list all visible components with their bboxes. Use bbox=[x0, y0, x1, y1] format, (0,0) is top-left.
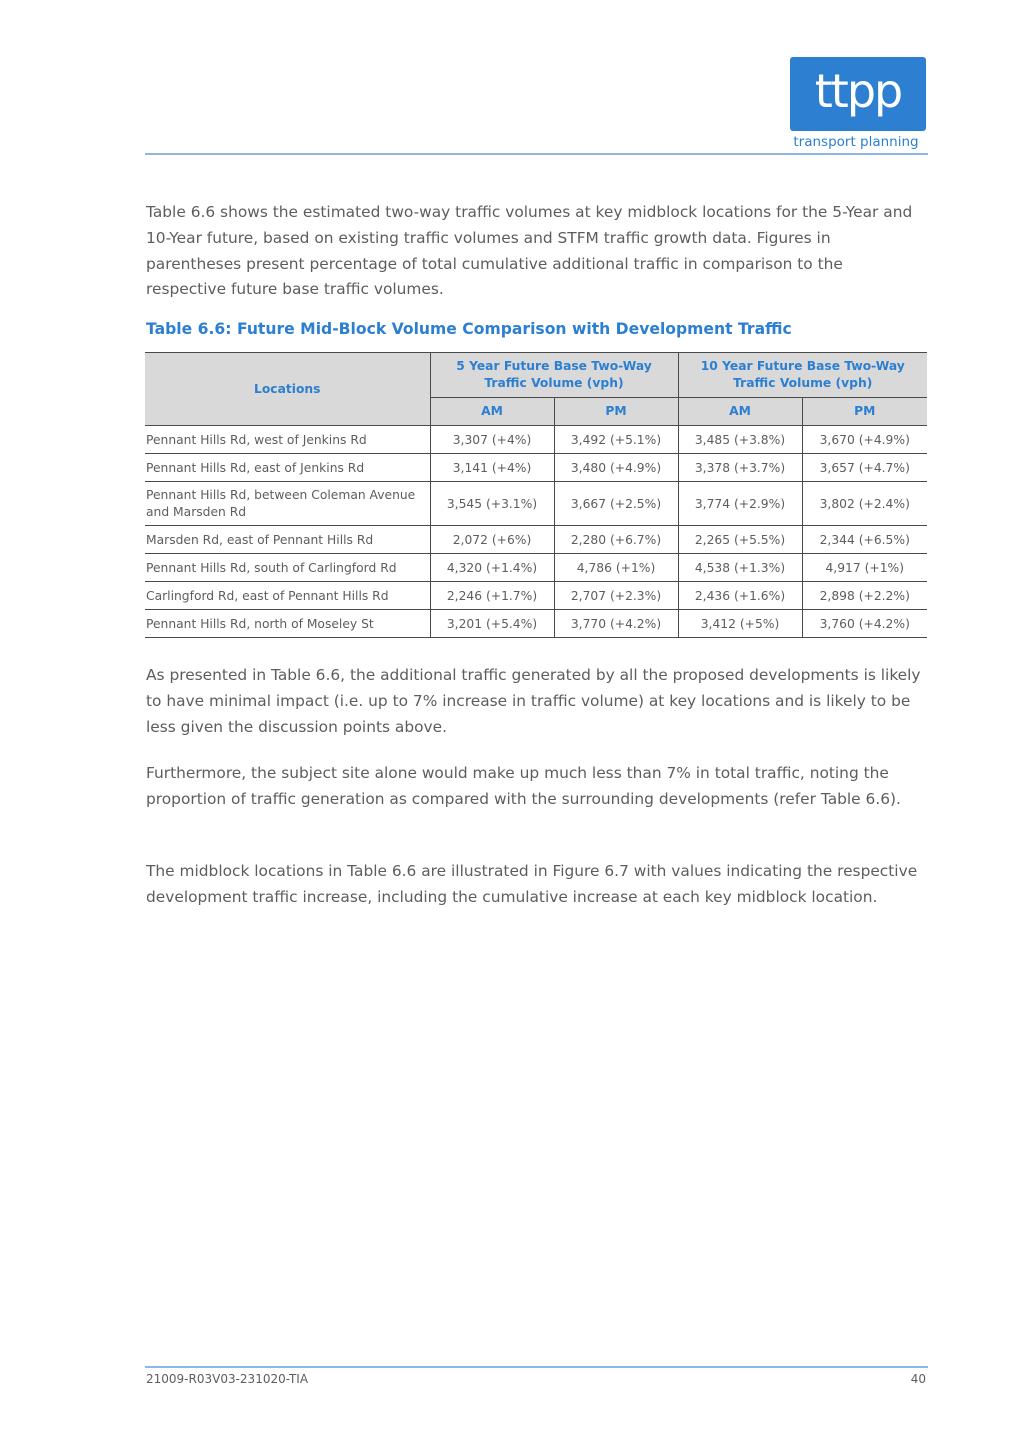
analysis-paragraph: As presented in Table 6.6, the additional traffic generated by all the proposed developments is likely to have minimal impact (i.e. up to 7% increase in traffic volume) at key locations and is likely to be less given the discussion points above. bbox=[146, 666, 921, 736]
cell-10yr-pm: 3,802 (+2.4%) bbox=[802, 482, 927, 526]
cell-5yr-pm: 3,770 (+4.2%) bbox=[554, 610, 678, 638]
table-row bbox=[145, 426, 927, 454]
table-row bbox=[145, 482, 927, 526]
logo-wordmark: ttpp bbox=[814, 64, 902, 118]
cell-5yr-am: 2,072 (+6%) bbox=[430, 526, 554, 554]
cell-5yr-am: 3,201 (+5.4%) bbox=[430, 610, 554, 638]
cell-5yr-pm: 2,707 (+2.3%) bbox=[554, 582, 678, 610]
cell-5yr-am: 3,141 (+4%) bbox=[430, 454, 554, 482]
header-divider bbox=[145, 153, 928, 155]
header-5yr-am: AM bbox=[430, 398, 554, 426]
cell-10yr-pm: 3,670 (+4.9%) bbox=[802, 426, 927, 454]
cell-5yr-pm: 4,786 (+1%) bbox=[554, 554, 678, 582]
cell-location: Pennant Hills Rd, east of Jenkins Rd bbox=[145, 454, 430, 482]
cell-10yr-am: 4,538 (+1.3%) bbox=[678, 554, 802, 582]
cell-5yr-pm: 3,667 (+2.5%) bbox=[554, 482, 678, 526]
subject-site-paragraph: Furthermore, the subject site alone would make up much less than 7% in total traffic, noting the proportion of traffic generation as compared with the surrounding developments (refer Table 6.6). bbox=[146, 764, 901, 808]
document-reference: 21009-R03V03-231020-TIA bbox=[146, 1372, 309, 1386]
header-locations: Locations bbox=[145, 353, 430, 426]
cell-10yr-am: 2,436 (+1.6%) bbox=[678, 582, 802, 610]
cell-5yr-am: 3,545 (+3.1%) bbox=[430, 482, 554, 526]
cell-10yr-am: 3,774 (+2.9%) bbox=[678, 482, 802, 526]
cell-10yr-pm: 3,760 (+4.2%) bbox=[802, 610, 927, 638]
cell-10yr-am: 3,485 (+3.8%) bbox=[678, 426, 802, 454]
cell-5yr-am: 4,320 (+1.4%) bbox=[430, 554, 554, 582]
table-caption: Table 6.6: Future Mid-Block Volume Comparison with Development Traffic bbox=[146, 320, 792, 338]
cell-10yr-am: 3,412 (+5%) bbox=[678, 610, 802, 638]
table-row bbox=[145, 610, 927, 638]
table-row bbox=[145, 582, 927, 610]
intro-paragraph: Table 6.6 shows the estimated two-way traffic volumes at key midblock locations for the 5-Year and 10-Year future, based on existing traffic volumes and STFM traffic growth data. Figures in parentheses present percentage of total cumulative additional traffic in comparison to the respective future base traffic volumes. bbox=[146, 203, 913, 299]
cell-location: Carlingford Rd, east of Pennant Hills Rd bbox=[145, 582, 430, 610]
header-10yr-am: AM bbox=[678, 398, 802, 426]
cell-location: Pennant Hills Rd, south of Carlingford Rd bbox=[145, 554, 430, 582]
header-5yr-group: 5 Year Future Base Two-Way Traffic Volume (vph) bbox=[430, 353, 678, 398]
midblock-volume-table bbox=[145, 352, 927, 638]
cell-10yr-pm: 2,898 (+2.2%) bbox=[802, 582, 927, 610]
figure-reference-paragraph: The midblock locations in Table 6.6 are illustrated in Figure 6.7 with values indicating the respective development traffic increase, including the cumulative increase at each key midblock location. bbox=[146, 862, 918, 906]
cell-10yr-am: 3,378 (+3.7%) bbox=[678, 454, 802, 482]
cell-5yr-pm: 3,480 (+4.9%) bbox=[554, 454, 678, 482]
logo-tagline: transport planning bbox=[793, 134, 919, 150]
cell-10yr-pm: 3,657 (+4.7%) bbox=[802, 454, 927, 482]
header-5yr-pm: PM bbox=[554, 398, 678, 426]
cell-10yr-pm: 2,344 (+6.5%) bbox=[802, 526, 927, 554]
cell-location: Pennant Hills Rd, between Coleman Avenue and Marsden Rd bbox=[145, 482, 430, 526]
cell-5yr-am: 3,307 (+4%) bbox=[430, 426, 554, 454]
cell-location: Pennant Hills Rd, north of Moseley St bbox=[145, 610, 430, 638]
cell-5yr-pm: 3,492 (+5.1%) bbox=[554, 426, 678, 454]
page-number: 40 bbox=[910, 1372, 926, 1386]
cell-location: Marsden Rd, east of Pennant Hills Rd bbox=[145, 526, 430, 554]
header-10yr-group: 10 Year Future Base Two-Way Traffic Volume (vph) bbox=[678, 353, 927, 398]
cell-10yr-pm: 4,917 (+1%) bbox=[802, 554, 927, 582]
cell-10yr-am: 2,265 (+5.5%) bbox=[678, 526, 802, 554]
cell-location: Pennant Hills Rd, west of Jenkins Rd bbox=[145, 426, 430, 454]
company-logo bbox=[790, 57, 926, 131]
header-10yr-pm: PM bbox=[802, 398, 927, 426]
footer-divider bbox=[145, 1366, 928, 1368]
cell-5yr-pm: 2,280 (+6.7%) bbox=[554, 526, 678, 554]
table-row bbox=[145, 526, 927, 554]
table-row bbox=[145, 554, 927, 582]
table-row bbox=[145, 454, 927, 482]
cell-5yr-am: 2,246 (+1.7%) bbox=[430, 582, 554, 610]
